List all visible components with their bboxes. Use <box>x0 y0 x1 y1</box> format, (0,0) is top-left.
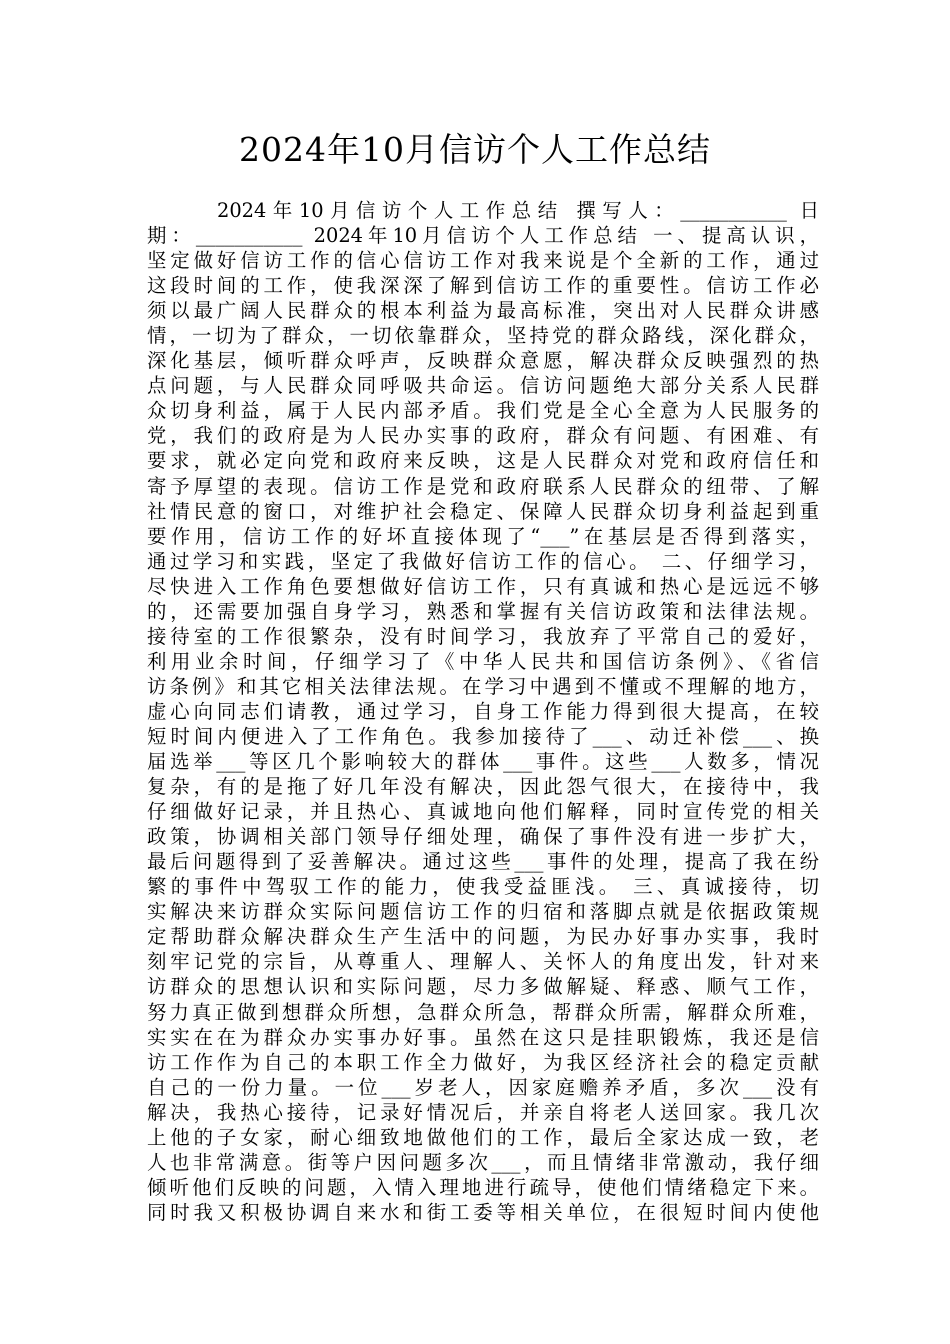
body-line: 利用业余时间，仔细学习了《中华人民共和国信访条例》、《省信 <box>147 649 819 673</box>
body-line: 刻牢记党的宗旨，从尊重人、理解人、关怀人的角度出发，针对来 <box>147 950 819 974</box>
body-line: 须以最广阔人民群众的根本利益为最高标准，突出对人民群众讲感 <box>147 299 819 323</box>
body-line: 期：___________ 2024年10月信访个人工作总结 一、提高认识， <box>147 224 819 248</box>
body-line: 要作用，信访工作的好坏直接体现了“___”在基层是否得到落实， <box>147 524 819 548</box>
body-line: 坚定做好信访工作的信心信访工作对我来说是个全新的工作，通过 <box>147 249 819 273</box>
body-line: 2024年10月信访个人工作总结 撰写人：___________ 日 <box>217 199 819 222</box>
body-line: 访工作作为自己的本职工作全力做好，为我区经济社会的稳定贡献 <box>147 1050 819 1074</box>
body-line: 的，还需要加强自身学习，熟悉和掌握有关信访政策和法律法规。 <box>147 599 819 623</box>
body-line: 最后问题得到了妥善解决。通过这些___事件的处理，提高了我在纷 <box>147 850 819 874</box>
body-line: 这段时间的工作，使我深深了解到信访工作的重要性。信访工作必 <box>147 274 819 298</box>
body-line: 情，一切为了群众，一切依靠群众，坚持党的群众路线，深化群众， <box>147 324 819 348</box>
body-line: 接待室的工作很繁杂，没有时间学习，我放弃了平常自己的爱好， <box>147 624 819 648</box>
body-line: 众切身利益，属于人民内部矛盾。我们党是全心全意为人民服务的 <box>147 399 819 423</box>
body-line: 政策，协调相关部门领导仔细处理，确保了事件没有进一步扩大， <box>147 825 819 849</box>
body-line: 尽快进入工作角色要想做好信访工作，只有真诚和热心是远远不够 <box>147 574 819 598</box>
body-line: 寄予厚望的表现。信访工作是党和政府联系人民群众的纽带、了解 <box>147 474 819 498</box>
body-line: 实解决来访群众实际问题信访工作的归宿和落脚点就是依据政策规 <box>147 900 819 924</box>
body-line: 仔细做好记录，并且热心、真诚地向他们解释，同时宣传党的相关 <box>147 800 819 824</box>
body-line: 社情民意的窗口，对维护社会稳定、保障人民群众切身利益起到重 <box>147 499 819 523</box>
body-line: 解决，我热心接待，记录好情况后，并亲自将老人送回家。我几次 <box>147 1100 819 1124</box>
body-line: 访条例》和其它相关法律法规。在学习中遇到不懂或不理解的地方， <box>147 674 819 698</box>
document-body <box>147 198 819 1225</box>
body-line: 点问题，与人民群众同呼吸共命运。信访问题绝大部分关系人民群 <box>147 374 819 398</box>
body-line: 党，我们的政府是为人民办实事的政府，群众有问题、有困难、有 <box>147 424 819 448</box>
body-line: 倾听他们反映的问题，入情入理地进行疏导，使他们情绪稳定下来。 <box>147 1175 819 1199</box>
body-line: 努力真正做到想群众所想，急群众所急，帮群众所需，解群众所难， <box>147 1000 819 1024</box>
body-line: 虚心向同志们请教，通过学习，自身工作能力得到很大提高，在较 <box>147 699 819 723</box>
body-line: 实实在在为群众办实事办好事。虽然在这只是挂职锻炼，我还是信 <box>147 1025 819 1049</box>
body-line: 短时间内便进入了工作角色。我参加接待了___、动迁补偿___、换 <box>147 724 819 748</box>
body-line: 繁的事件中驾驭工作的能力，使我受益匪浅。 三、真诚接待，切 <box>147 875 819 899</box>
body-line: 同时我又积极协调自来水和街工委等相关单位，在很短时间内使他 <box>147 1200 819 1224</box>
body-line: 上他的子女家，耐心细致地做他们的工作，最后全家达成一致，老 <box>147 1125 819 1149</box>
body-line: 通过学习和实践，坚定了我做好信访工作的信心。 二、仔细学习， <box>147 549 819 573</box>
body-line: 自己的一份力量。一位___岁老人，因家庭赡养矛盾，多次___没有 <box>147 1075 819 1099</box>
body-line: 人也非常满意。街等户因问题多次___，而且情绪非常激动，我仔细 <box>147 1150 819 1174</box>
body-line: 届选举___等区几个影响较大的群体___事件。这些___人数多，情况 <box>147 750 819 774</box>
body-line: 定帮助群众解决群众生产生活中的问题，为民办好事办实事，我时 <box>147 925 819 949</box>
body-line: 访群众的思想认识和实际问题，尽力多做解疑、释惑、顺气工作， <box>147 975 819 999</box>
document-title: 2024年10月信访个人工作总结 <box>239 130 711 169</box>
body-line: 深化基层，倾听群众呼声，反映群众意愿，解决群众反映强烈的热 <box>147 349 819 373</box>
body-line: 复杂，有的是拖了好几年没有解决，因此怨气很大，在接待中，我 <box>147 775 819 799</box>
body-line: 要求，就必定向党和政府来反映，这是人民群众对党和政府信任和 <box>147 449 819 473</box>
